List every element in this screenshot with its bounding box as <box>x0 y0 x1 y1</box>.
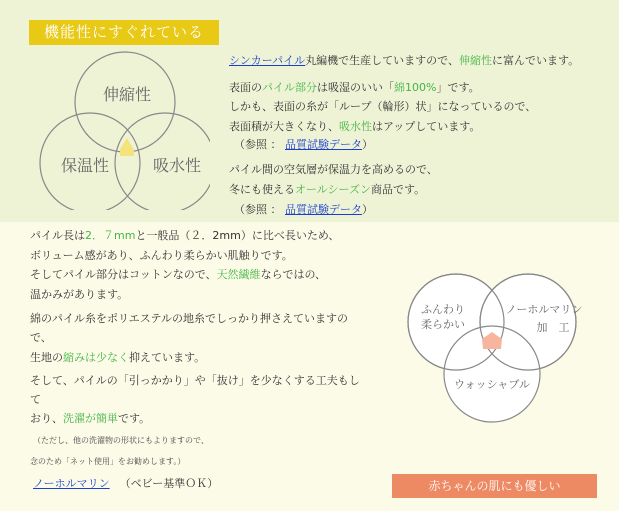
text-line-6: パイル間の空気層が保温力を高めるので、 <box>229 163 438 176</box>
bottom-line-10: おり、洗濯が簡単です。 <box>30 412 151 425</box>
bottom-line-3: そしてパイル部分はコットンなので、天然繊維ならではの、 <box>30 268 327 281</box>
bottom-line-6: で、 <box>30 331 52 344</box>
venn-label-no-formalin-2: 加 工 <box>536 321 570 334</box>
text-line-2: 表面のパイル部分は吸湿のいい「綿100%」です。 <box>229 81 480 94</box>
venn-label-soft-2: 柔らかい <box>421 318 465 331</box>
bottom-line-9: て <box>30 393 41 406</box>
venn-label-no-formalin-1: ノーホルマリン <box>505 303 583 316</box>
venn-label-washable: ウォッシャブル <box>454 378 530 391</box>
text-line-7: 冬にも使えるオールシーズン商品です。 <box>229 183 426 196</box>
functionality-venn-diagram <box>30 50 210 210</box>
sinker-pile-link[interactable]: シンカーパイル <box>229 54 306 67</box>
bottom-line-7: 生地の縮みは少なく抑えています。 <box>30 351 206 364</box>
venn-label-absorbency: 吸水性 <box>152 156 202 175</box>
quality-test-data-link-1[interactable]: 品質試験データ <box>285 138 362 151</box>
text-line-4: 表面積が大きくなり、吸水性はアップしています。 <box>229 120 481 133</box>
no-formalin-link[interactable]: ノーホルマリン <box>33 477 110 490</box>
venn-label-soft-1: ふんわり <box>421 303 465 316</box>
baby-gentle-badge: 赤ちゃんの肌にも優しい <box>392 474 597 498</box>
venn-label-stretch: 伸縮性 <box>102 85 152 104</box>
bottom-line-8: そして、パイルの「引っかかり」や「抜け」を少なくする工夫もし <box>30 374 360 387</box>
text-line-3: しかも、表面の糸が「ループ（輪形）状」になっているので、 <box>229 100 537 113</box>
softness-venn-diagram <box>398 270 608 430</box>
bottom-line-5: 綿のパイル糸をポリエステルの地糸でしっかり押さえていますの <box>30 312 349 325</box>
venn-overlap <box>120 138 134 156</box>
section-title: 機能性にすぐれている <box>29 20 219 45</box>
text-line-1: シンカーパイル丸編機で生産していますので、伸縮性に富んでいます。 <box>229 54 580 67</box>
bottom-line-1: パイル長は2．７mmと一般品（２．2mm）に比べ長いため、 <box>30 229 340 242</box>
note-line-2: 念のため「ネット使用」をお勧めします。） <box>30 457 186 466</box>
bottom-line-2: ボリューム感があり、ふんわり柔らかい肌触りです。 <box>30 249 293 262</box>
bottom-line-4: 温かみがあります。 <box>30 288 129 301</box>
no-formalin-line: ノーホルマリン （ベビー基準ＯＫ） <box>33 477 219 490</box>
quality-test-data-link-2[interactable]: 品質試験データ <box>285 203 362 216</box>
venn-label-warmth: 保温性 <box>60 156 110 175</box>
reference-line-2: （参照 ： 品質試験データ） <box>234 203 373 216</box>
reference-line-1: （参照 ： 品質試験データ） <box>234 138 373 151</box>
note-line-1: （ただし、他の洗濯物の形状にもよりますので、 <box>33 436 209 445</box>
